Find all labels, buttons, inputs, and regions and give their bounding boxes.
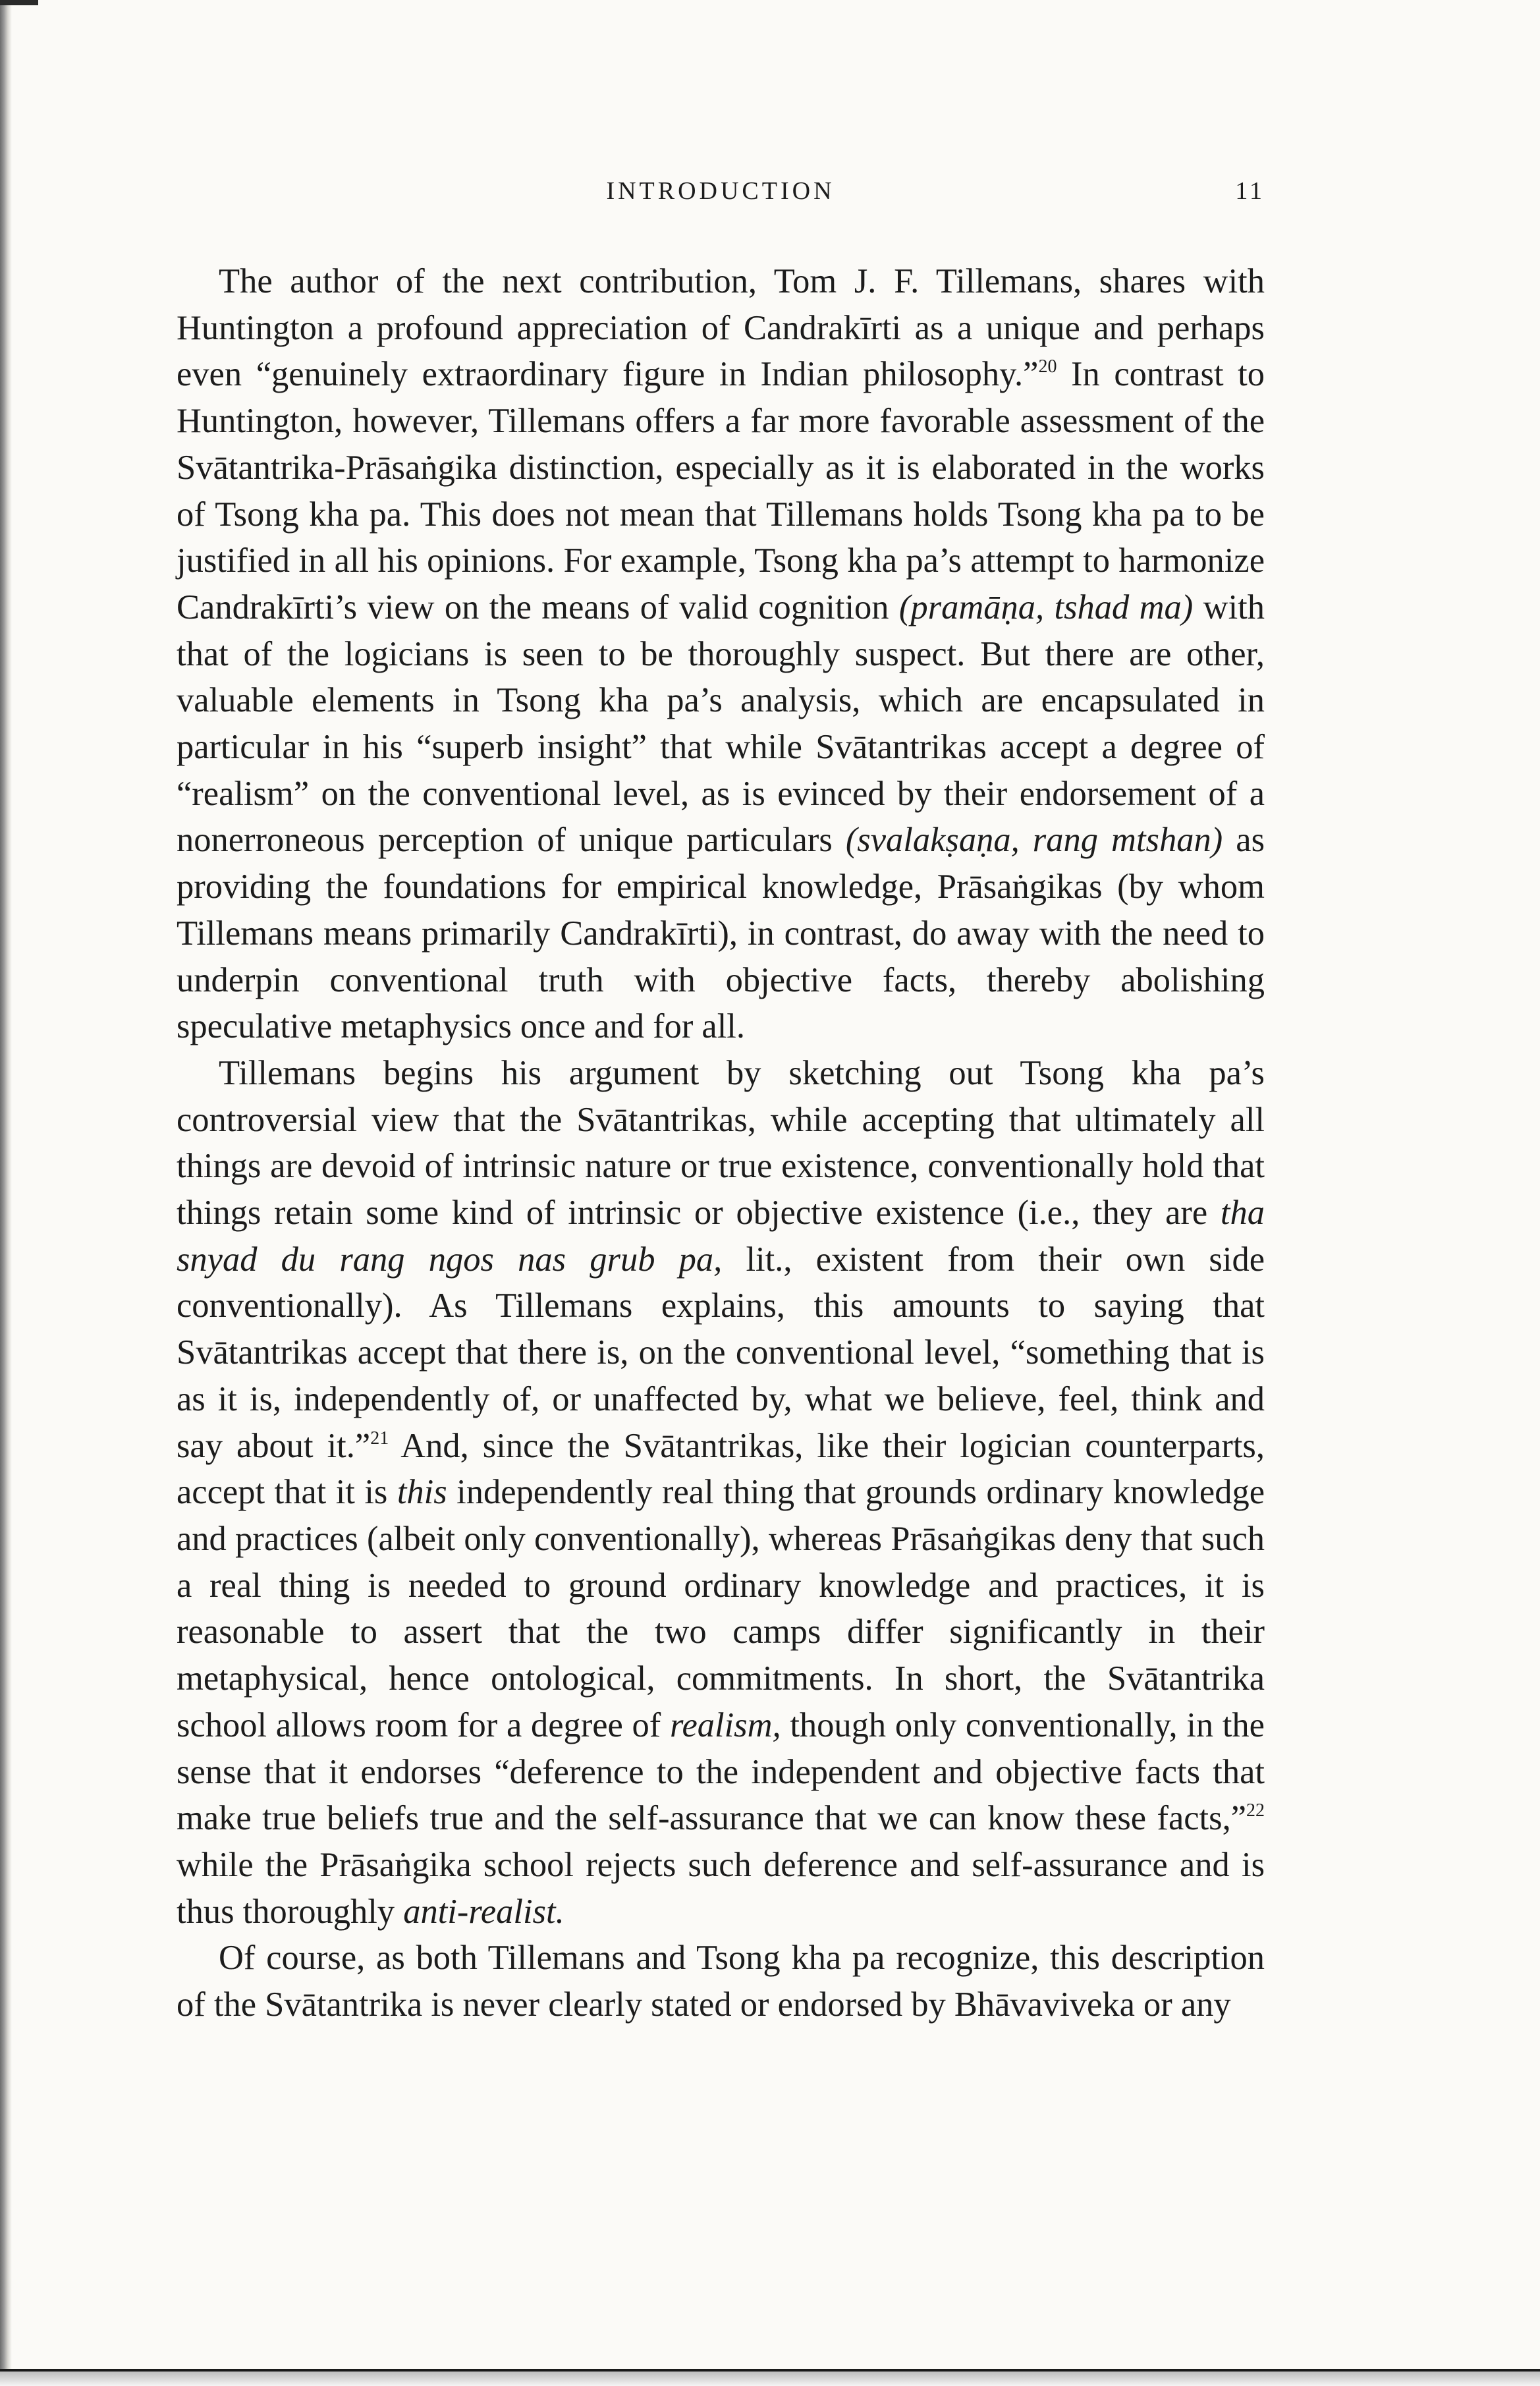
italic-term: (svalakṣaṇa, rang mtshan) <box>845 821 1223 860</box>
text-run: as providing the foundations for empirical knowledge, Prāsaṅgikas (by whom Tillemans means primarily Candrakīrti), in contrast, do away with the need to underpin conventional truth with objective facts, thereby abolishing speculative metaphysics once and for all. <box>177 821 1265 1046</box>
italic-term: realism, <box>669 1706 781 1744</box>
scan-bottom-rule <box>0 2369 1540 2372</box>
footnote-ref-20: 20 <box>1038 356 1057 377</box>
text-run: And, since the Svātantrikas, like their logician counterparts, accept that it is <box>177 1426 1265 1512</box>
text-run: Of course, as both Tillemans and Tsong kha pa recognize, this description of the Svātantrika is never clearly stated or endorsed by Bhāvaviveka or any <box>177 1939 1265 2024</box>
italic-term: (pramāṇa, tshad ma) <box>898 588 1194 626</box>
footnote-ref-22: 22 <box>1246 1800 1265 1821</box>
paragraph-3 <box>177 1935 1265 2028</box>
text-run: independently real thing that grounds ordinary knowledge and practices (albeit only conventionally), whereas Prāsaṅgikas deny that such a real thing is needed to ground ordinary knowledge and practices, it is reasonable to assert that the two camps differ significantly in their metaphysical, hence ontological, commitments. In short, the Svātantrika school allows room for a degree of <box>177 1473 1265 1744</box>
text-run: The author of the next contribution, Tom J. F. Tillemans, shares with Huntington a profound appreciation of Candrakīrti as a unique and perhaps even “genuinely extraordinary figure in Indian philosophy.” <box>177 262 1265 394</box>
italic-term: anti-realist. <box>403 1892 564 1931</box>
text-run: Tillemans begins his argument by sketching out Tsong kha pa’s controversial view that the Svātantrikas, while accepting that ultimately all things are devoid of intrinsic nature or true existence, conventionally hold that things retain some kind of intrinsic or objective existence (i.e., they are <box>177 1053 1265 1233</box>
running-title: INTRODUCTION <box>606 177 835 205</box>
footnote-ref-21: 21 <box>370 1428 389 1449</box>
text-run: though only conventionally, in the sense that it endorses “deference to the independent and objective facts that make true beliefs true and the self-assurance that we can know these facts,” <box>177 1706 1265 1838</box>
italic-term: tha snyad du rang ngos nas grub pa, <box>177 1194 1265 1279</box>
text-run: while the Prāsaṅgika school rejects such deference and self-assurance and is thus thoroughly <box>177 1845 1265 1931</box>
text-run: lit., existent from their own side conventionally). As Tillemans explains, this amounts to saying that Svātantrikas accept that there is, on the conventional level, “something that is as it is, independently of, or unaffected by, what we believe, feel, think and say about it.” <box>177 1240 1265 1465</box>
scan-bottom-shadow <box>0 2372 1540 2386</box>
page-number: 11 <box>1235 177 1265 205</box>
paragraph-1 <box>177 258 1265 1050</box>
text-run: with that of the logicians is seen to be thoroughly suspect. But there are other, valuable elements in Tsong kha pa’s analysis, which are encapsulated in particular in his “superb insight” that while Svātantrikas accept a degree of “realism” on the conventional level, as is evinced by their endorsement of a nonerroneous perception of unique particulars <box>177 588 1265 860</box>
scan-corner-mark <box>0 0 38 5</box>
text-run: In contrast to Huntington, however, Tillemans offers a far more favorable assessment of the Svātantrika-Prāsaṅgika distinction, especially as it is elaborated in the works of Tsong kha pa. This does not mean that Tillemans holds Tsong kha pa to be justified in all his opinions. For example, Tsong kha pa’s attempt to harmonize Candrakīrti’s view on the means of valid cognition <box>177 355 1265 626</box>
body-text <box>177 258 1265 2028</box>
running-header <box>177 177 1265 216</box>
italic-term: this <box>397 1473 447 1512</box>
paragraph-2 <box>177 1050 1265 1935</box>
scan-edge-shadow <box>0 0 12 2386</box>
